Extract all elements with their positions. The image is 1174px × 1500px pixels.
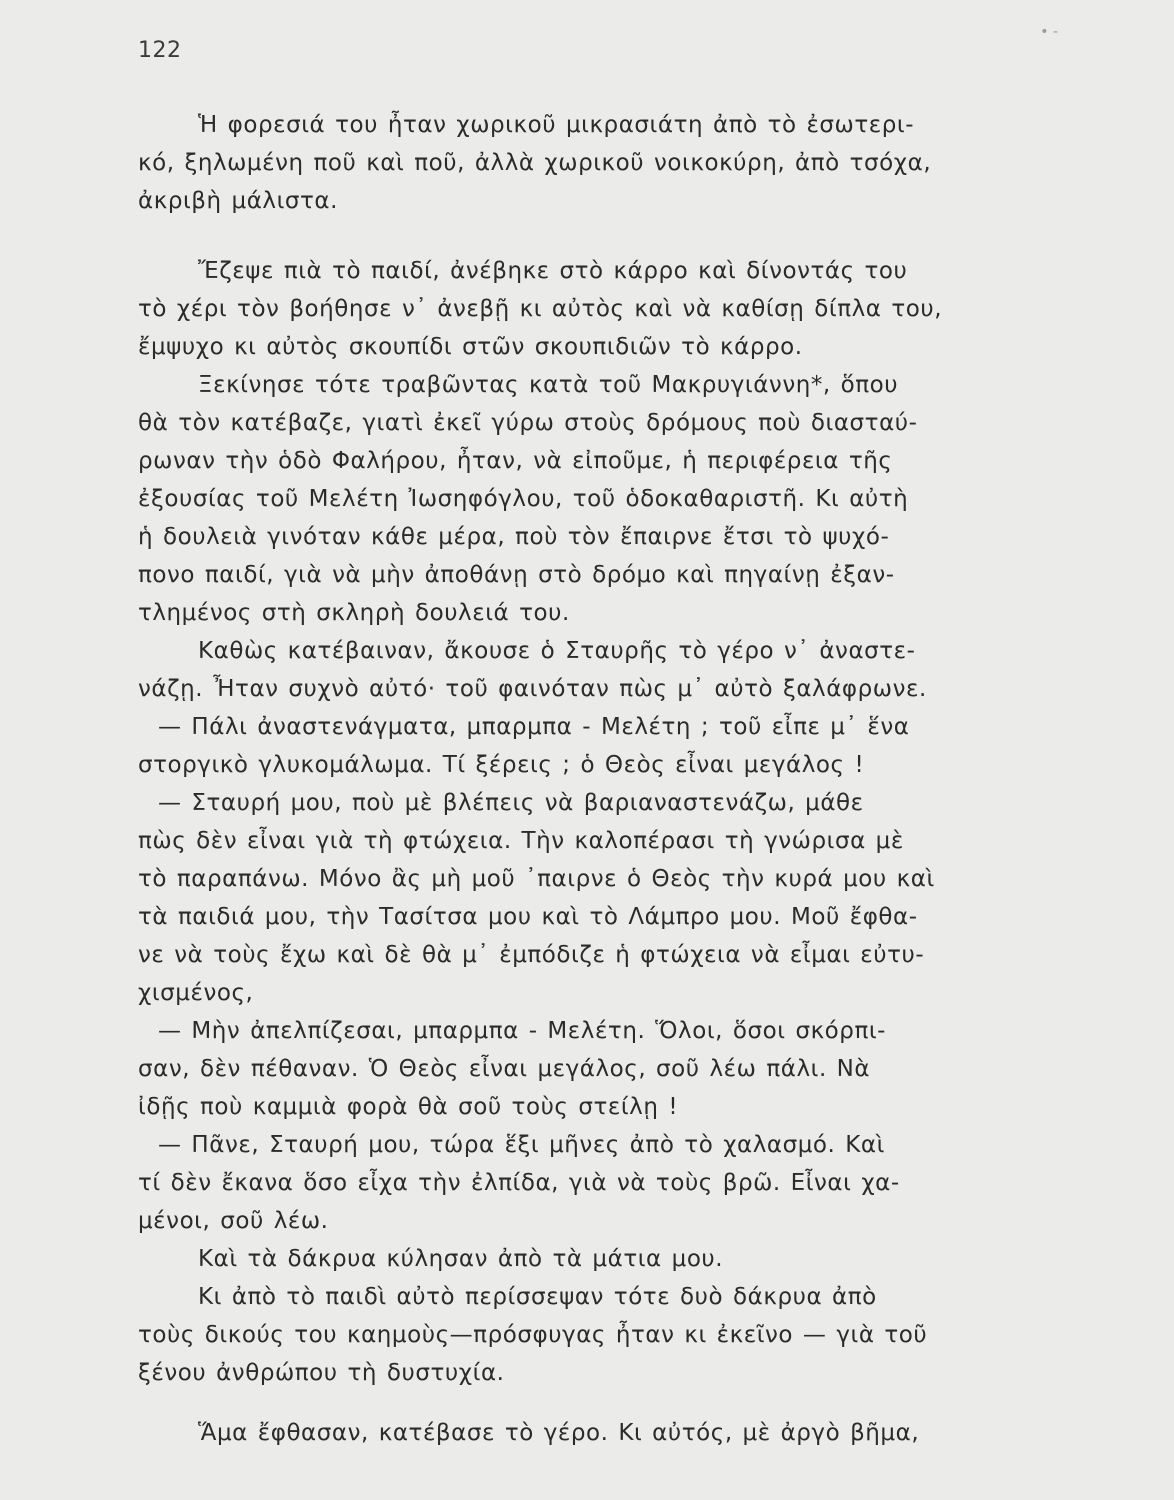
text-line: ἡ δουλειὰ γινόταν κάθε μέρα, ποὺ τὸν ἔπαιρνε ἔτσι τὸ ψυχό- — [138, 524, 890, 550]
text-line: κό, ξηλωμένη ποῦ καὶ ποῦ, ἀλλὰ χωρικοῦ νοικοκύρη, ἀπὸ τσόχα, — [138, 150, 932, 176]
text-line: πὼς δὲν εἶναι γιὰ τὴ φτώχεια. Τὴν καλοπέρασι τὴ γνώρισα μὲ — [138, 828, 904, 854]
text-line: Ἔζεψε πιὰ τὸ παιδί, ἀνέβηκε στὸ κάρρο καὶ δίνοντάς του — [198, 258, 908, 284]
text-line: ἀκριβὴ μάλιστα. — [138, 188, 338, 214]
text-line: σαν, δὲν πέθαναν. Ὁ Θεὸς εἶναι μεγάλος, σοῦ λέω πάλι. Νὰ — [138, 1056, 871, 1082]
text-line: τί δὲν ἔκανα ὅσο εἶχα τὴν ἐλπίδα, γιὰ νὰ τοὺς βρῶ. Εἶναι χα- — [138, 1170, 900, 1196]
text-line: πονο παιδί, γιὰ νὰ μὴν ἀποθάνῃ στὸ δρόμο καὶ πηγαίνῃ ἐξαν- — [138, 562, 895, 588]
text-line: Καθὼς κατέβαιναν, ἄκουσε ὁ Σταυρῆς τὸ γέρο ν᾽ ἀναστε- — [198, 638, 916, 664]
text-line: — Πᾶνε, Σταυρή μου, τώρα ἕξι μῆνες ἀπὸ τὸ χαλασμό. Καὶ — [158, 1132, 885, 1158]
text-line: Καὶ τὰ δάκρυα κύλησαν ἀπὸ τὰ μάτια μου. — [198, 1246, 724, 1272]
text-line: στοργικὸ γλυκομάλωμα. Τί ξέρεις ; ὁ Θεὸς εἶναι μεγάλος ! — [138, 752, 865, 778]
text-line: μένοι, σοῦ λέω. — [138, 1208, 329, 1234]
text-line: θὰ τὸν κατέβαζε, γιατὶ ἐκεῖ γύρω στοὺς δρόμους ποὺ διασταύ- — [138, 410, 918, 436]
page-number: 122 — [138, 38, 182, 63]
text-line: ρωναν τὴν ὁδὸ Φαλήρου, ἦταν, νὰ εἰποῦμε, ἡ περιφέρεια τῆς — [138, 448, 893, 474]
text-line: τὸ χέρι τὸν βοήθησε ν᾽ ἀνεβῇ κι αὐτὸς καὶ νὰ καθίσῃ δίπλα του, — [138, 296, 943, 322]
text-line: ἔμψυχο κι αὐτὸς σκουπίδι στῶν σκουπιδιῶν τὸ κάρρο. — [138, 334, 803, 360]
text-line: τὰ παιδιά μου, τὴν Τασίτσα μου καὶ τὸ Λάμπρο μου. Μοῦ ἔφθα- — [138, 904, 918, 930]
text-line: — Πάλι ἀναστενάγματα, μπαρμπα - Μελέτη ; τοῦ εἶπε μ᾽ ἕνα — [158, 714, 910, 740]
corner-mark: • - — [1040, 24, 1058, 40]
text-line: νε νὰ τοὺς ἔχω καὶ δὲ θὰ μ᾽ ἐμπόδιζε ἡ φτώχεια νὰ εἶμαι εὐτυ- — [138, 942, 925, 968]
text-line: — Μὴν ἀπελπίζεσαι, μπαρμπα - Μελέτη. Ὅλοι, ὅσοι σκόρπι- — [158, 1018, 887, 1044]
text-line: τὸ παραπάνω. Μόνο ἂς μὴ μοῦ ᾽παιρνε ὁ Θεὸς τὴν κυρά μου καὶ — [138, 866, 935, 892]
text-line: — Σταυρή μου, ποὺ μὲ βλέπεις νὰ βαριαναστενάζω, μάθε — [158, 790, 864, 816]
text-line: νάζῃ. Ἦταν συχνὸ αὐτό· τοῦ φαινόταν πὼς μ᾽ αὐτὸ ξαλάφρωνε. — [138, 676, 927, 702]
text-line: τοὺς δικούς του καημοὺς—πρόσφυγας ἦταν κι ἐκεῖνο — γιὰ τοῦ — [138, 1322, 928, 1348]
text-line: τλημένος στὴ σκληρὴ δουλειά του. — [138, 600, 570, 626]
text-line: ξένου ἀνθρώπου τὴ δυστυχία. — [138, 1360, 505, 1386]
text-line: χισμένος, — [138, 980, 254, 1006]
text-line: Ξεκίνησε τότε τραβῶντας κατὰ τοῦ Μακρυγιάννη*, ὅπου — [198, 372, 899, 398]
text-line: Ἡ φορεσιά του ἦταν χωρικοῦ μικρασιάτη ἀπὸ τὸ ἐσωτερι- — [198, 112, 915, 138]
text-line: Ἅμα ἔφθασαν, κατέβασε τὸ γέρο. Κι αὐτός, μὲ ἀργὸ βῆμα, — [198, 1420, 920, 1446]
text-line: Κι ἀπὸ τὸ παιδὶ αὐτὸ περίσσεψαν τότε δυὸ δάκρυα ἀπὸ — [198, 1284, 877, 1310]
text-line: ἐξουσίας τοῦ Μελέτη Ἰωσηφόγλου, τοῦ ὁδοκαθαριστῆ. Κι αὐτὴ — [138, 486, 909, 512]
text-line: ἰδῇς ποὺ καμμιὰ φορὰ θὰ σοῦ τοὺς στείλῃ ! — [138, 1094, 679, 1120]
